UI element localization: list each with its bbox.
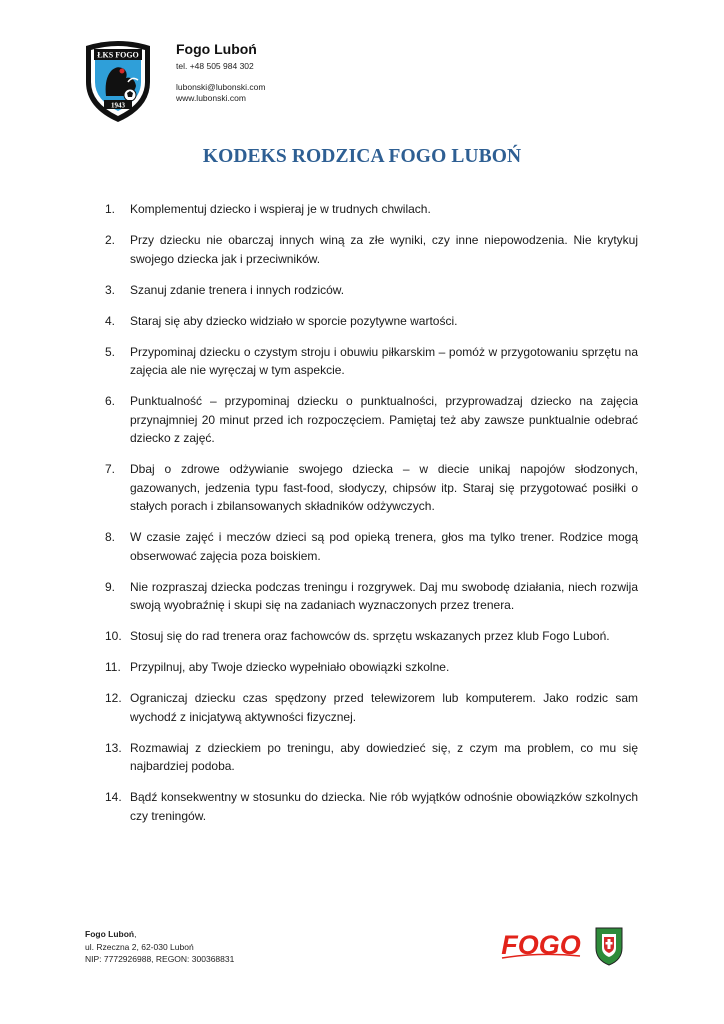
rule-text: Dbaj o zdrowe odżywianie swojego dziecka – w diecie unikaj napojów słodzonych, gazowanych, jedzenia typu fast-food, słodyczy, chipsów itp. Staraj się przygotować posiłki o stałych porach i zbilansowanych składników odżywczych. bbox=[130, 462, 638, 513]
rule-item bbox=[105, 200, 638, 219]
rule-number: 10. bbox=[105, 629, 122, 643]
rule-item bbox=[105, 343, 638, 380]
rule-number: 8. bbox=[105, 530, 116, 544]
fogo-logo-text: FOGO bbox=[501, 930, 581, 960]
rule-item bbox=[105, 312, 638, 331]
rule-text: Przy dziecku nie obarczaj innych winą za złe wyniki, czy inne niepowodzenia. Nie krytykuj swojego dziecka jak i przeciwników. bbox=[130, 233, 638, 266]
fogo-company-logo bbox=[500, 928, 582, 960]
rule-item bbox=[105, 658, 638, 677]
rule-text: Staraj się aby dziecko widziało w sporcie pozytywne wartości. bbox=[130, 313, 458, 328]
rule-number: 5. bbox=[105, 344, 116, 359]
org-phone: tel. +48 505 984 302 bbox=[176, 61, 254, 71]
footer-tax-ids: NIP: 7772926988, REGON: 300368831 bbox=[85, 954, 235, 964]
crest-year-text: 1943 bbox=[111, 101, 125, 110]
footer-org-name: Fogo Luboń bbox=[85, 929, 135, 939]
city-coat-of-arms bbox=[594, 926, 624, 966]
rule-text: Ograniczaj dziecku czas spędzony przed telewizorem lub komputerem. Jako rodzic sam wychodź z inicjatywą aktywności fizycznej. bbox=[130, 691, 638, 724]
rule-number: 13. bbox=[105, 740, 122, 755]
rule-text: Bądź konsekwentny w stosunku do dziecka. Nie rób wyjątków odnośnie obowiązków szkolnych czy treningów. bbox=[130, 790, 638, 823]
rule-text: Rozmawiaj z dzieckiem po treningu, aby dowiedzieć się, z czym ma problem, co mu się najbardziej podoba. bbox=[130, 740, 638, 773]
rule-number: 14. bbox=[105, 790, 122, 804]
org-website[interactable]: www.lubonski.com bbox=[176, 93, 246, 103]
org-name: Fogo Luboń bbox=[176, 41, 257, 57]
rule-text: Szanuj zdanie trenera i innych rodziców. bbox=[130, 282, 345, 297]
rule-item bbox=[105, 788, 638, 825]
rule-number: 1. bbox=[105, 202, 116, 216]
rule-item bbox=[105, 739, 638, 776]
footer-street: ul. Rzeczna 2, 62-030 Luboń bbox=[85, 941, 194, 952]
rules-list bbox=[105, 200, 638, 838]
rule-number: 2. bbox=[105, 233, 116, 247]
org-email[interactable]: lubonski@lubonski.com bbox=[176, 81, 266, 92]
rule-item bbox=[105, 281, 638, 300]
rule-number: 12. bbox=[105, 691, 122, 705]
rule-number: 7. bbox=[105, 462, 116, 476]
club-crest-logo bbox=[82, 38, 154, 124]
rule-text: Nie rozpraszaj dziecka podczas treningu i rozgrywek. Daj mu swobodę działania, niech rozwija swoją wyobraźnię i skupi się na zadaniach wyznaczonych przez trenera. bbox=[130, 579, 638, 612]
rule-item bbox=[105, 460, 638, 516]
rule-item bbox=[105, 627, 638, 646]
footer-org-name-suffix: , bbox=[134, 929, 137, 939]
crest-top-text: ŁKS FOGO bbox=[97, 50, 139, 60]
rule-text: Stosuj się do rad trenera oraz fachowców ds. sprzętu wskazanych przez klub Fogo Luboń. bbox=[130, 629, 610, 643]
organization-info bbox=[176, 42, 265, 106]
rule-number: 4. bbox=[105, 313, 116, 328]
rule-number: 6. bbox=[105, 394, 116, 408]
rule-number: 9. bbox=[105, 579, 116, 594]
rule-text: Komplementuj dziecko i wspieraj je w trudnych chwilach. bbox=[130, 202, 431, 216]
document-title: KODEKS RODZICA FOGO LUBOŃ bbox=[202, 146, 522, 167]
rule-text: Punktualność – przypominaj dziecku o punktualności, przyprowadzaj dziecko na zajęcia przynajmniej 20 minut przed ich rozpoczęciem. Pamiętaj też aby zawsze punktualnie odebrać dziecko z zajęć. bbox=[130, 394, 638, 445]
rule-number: 3. bbox=[105, 282, 116, 297]
rule-text: Przypilnuj, aby Twoje dziecko wypełniało obowiązki szkolne. bbox=[130, 660, 450, 674]
rule-text: Przypominaj dziecku o czystym stroju i obuwiu piłkarskim – pomóż w przygotowaniu sprzętu na zajęcia ale nie wyręczaj w tym aspekcie. bbox=[130, 344, 638, 377]
footer-address bbox=[85, 928, 234, 966]
rule-item bbox=[105, 689, 638, 726]
rule-item bbox=[105, 231, 638, 268]
rule-item bbox=[105, 578, 638, 615]
rule-number: 11. bbox=[105, 660, 121, 674]
rule-item bbox=[105, 392, 638, 448]
rule-text: W czasie zajęć i meczów dzieci są pod opieką trenera, głos ma tylko trener. Rodzice mogą obserwować zajęcia poza boiskiem. bbox=[130, 530, 638, 563]
rule-item bbox=[105, 528, 638, 565]
